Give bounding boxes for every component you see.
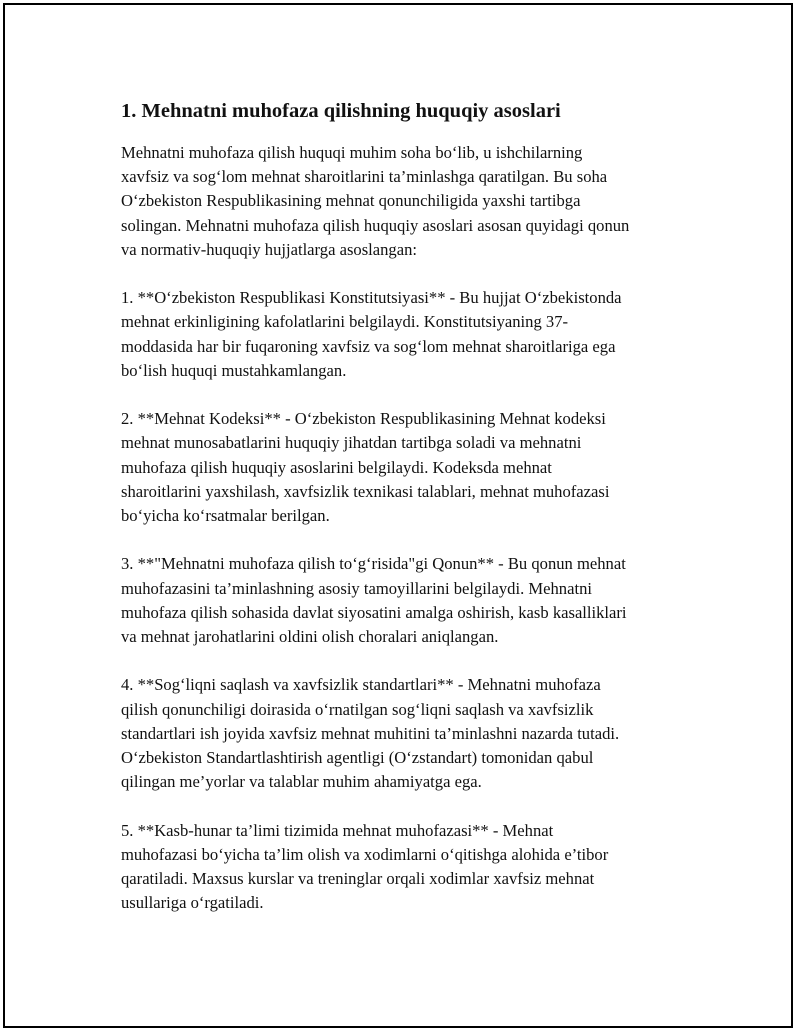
text-line: O‘zbekiston Respublikasining mehnat qonunchiligida yaxshi tartibga xyxy=(121,191,581,211)
text-line: muhofazasi bo‘yicha ta’lim olish va xodimlarni o‘qitishga alohida e’tibor xyxy=(121,844,609,864)
text-line: muhofaza qilish huquqiy asoslarini belgilaydi. Kodeksda mehnat xyxy=(121,457,552,477)
text-line: bo‘yicha ko‘rsatmalar berilgan. xyxy=(121,506,330,526)
text-line: qilingan me’yorlar va talablar muhim ahamiyatga ega. xyxy=(121,772,482,792)
text-line: bo‘lish huquqi mustahkamlangan. xyxy=(121,360,347,380)
text-line: Mehnatni muhofaza qilish huquqi muhim soha bo‘lib, u ishchilarning xyxy=(121,143,583,162)
text-line: va mehnat jarohatlarini oldini olish choralari aniqlangan. xyxy=(121,627,499,647)
text-line: sharoitlarini yaxshilash, xavfsizlik texnikasi talablari, mehnat muhofazasi xyxy=(121,481,610,501)
text-line: standartlari ish joyida xavfsiz mehnat muhitini ta’minlashni nazarda tutadi. xyxy=(121,723,620,743)
section-heading: 1. Mehnatni muhofaza qilishning huquqiy asoslari xyxy=(121,100,561,122)
list-item-constitution xyxy=(121,286,711,383)
text-line: moddasida har bir fuqaroning xavfsiz va sog‘lom mehnat sharoitlariga ega xyxy=(121,336,616,356)
text-line: 2. **Mehnat Kodeksi** - O‘zbekiston Respublikasining Mehnat kodeksi xyxy=(121,409,606,429)
text-line: muhofaza qilish sohasida davlat siyosatini amalga oshirish, kasb kasalliklari xyxy=(121,602,627,622)
text-line: solingan. Mehnatni muhofaza qilish huquqiy asoslari asosan quyidagi qonun xyxy=(121,215,630,235)
text-line: va normativ-huquqiy hujjatlarga asoslangan: xyxy=(121,239,418,259)
text-line: 1. **O‘zbekiston Respublikasi Konstitutsiyasi** - Bu hujjat O‘zbekistonda xyxy=(121,288,622,308)
text-line: usullariga o‘rgatiladi. xyxy=(121,893,264,913)
list-item-labor-code xyxy=(121,407,711,528)
text-line: muhofazasini ta’minlashning asosiy tamoyillarini belgilaydi. Mehnatni xyxy=(121,578,592,598)
text-line: qaratiladi. Maxsus kurslar va treninglar orqali xodimlar xavfsiz mehnat xyxy=(121,869,595,889)
text-line: 4. **Sog‘liqni saqlash va xavfsizlik standartlari** - Mehnatni muhofaza xyxy=(121,675,601,695)
document-page xyxy=(3,3,793,1028)
text-line: 3. **"Mehnatni muhofaza qilish to‘g‘risida"gi Qonun** - Bu qonun mehnat xyxy=(121,554,626,574)
document-content xyxy=(121,97,711,940)
text-line: mehnat erkinligining kafolatlarini belgilaydi. Konstitutsiyaning 37- xyxy=(121,312,569,332)
list-item-labor-protection-law xyxy=(121,552,711,649)
intro-paragraph xyxy=(121,141,711,262)
text-line: O‘zbekiston Standartlashtirish agentligi (O‘zstandart) tomonidan qabul xyxy=(121,748,594,768)
list-item-vocational-education xyxy=(121,819,711,916)
text-line: mehnat munosabatlarini huquqiy jihatdan tartibga soladi va mehnatni xyxy=(121,433,582,453)
text-line: 5. **Kasb-hunar ta’limi tizimida mehnat muhofazasi** - Mehnat xyxy=(121,820,554,840)
text-line: xavfsiz va sog‘lom mehnat sharoitlarini ta’minlashga qaratilgan. Bu soha xyxy=(121,167,608,187)
list-item-health-safety-standards xyxy=(121,673,711,794)
text-line: qilish qonunchiligi doirasida o‘rnatilgan sog‘liqni saqlash va xavfsizlik xyxy=(121,699,594,719)
